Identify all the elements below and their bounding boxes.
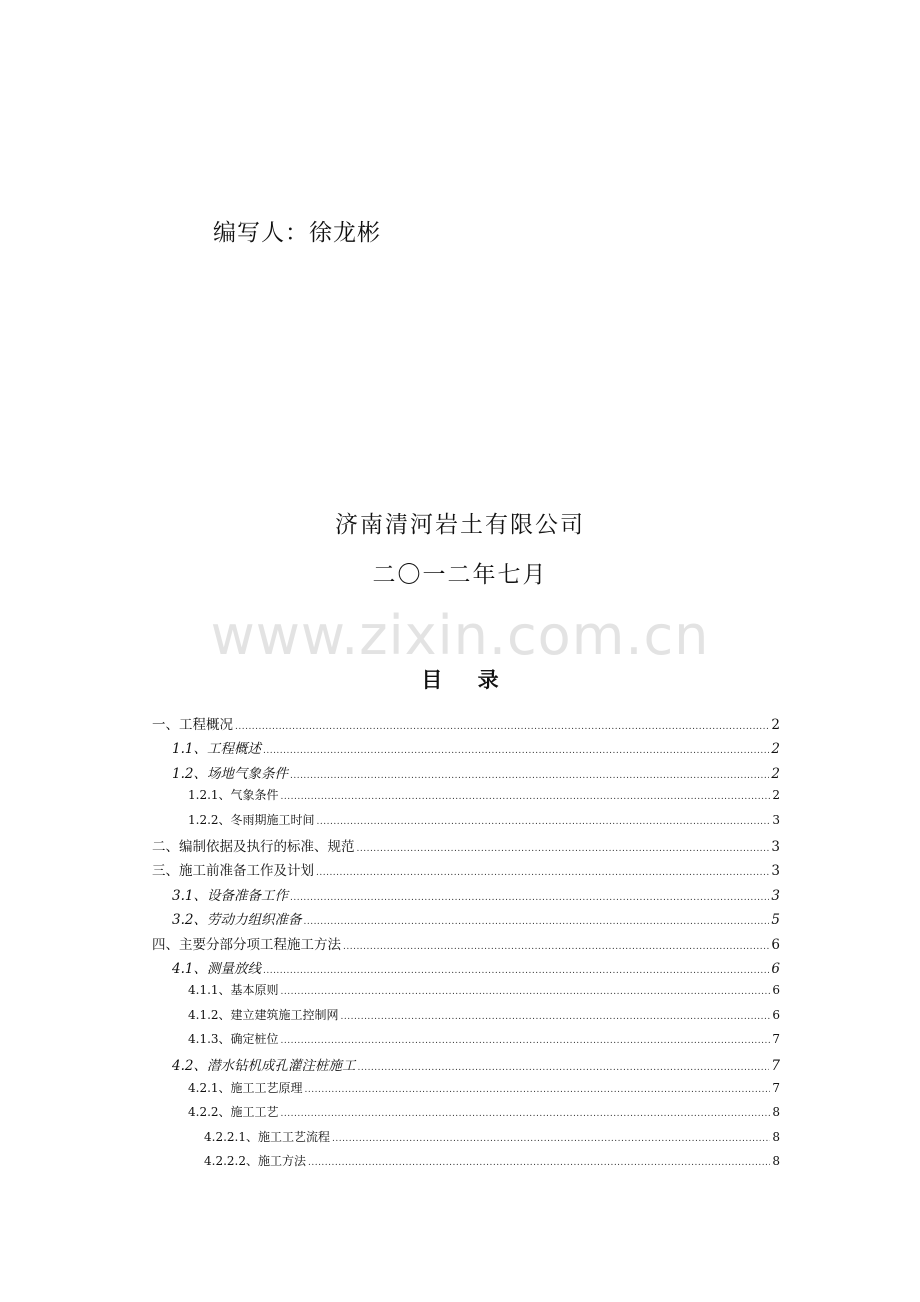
toc-entry-page: 2 (772, 788, 780, 803)
toc-entry-text: 4.1.2、建立建筑施工控制网 (188, 1007, 339, 1022)
toc-entry-page: 3 (771, 887, 780, 904)
toc-entry[interactable] (152, 1030, 780, 1054)
toc-entry-page: 3 (771, 838, 780, 855)
toc-entry-page: 8 (772, 1129, 780, 1144)
toc-entry-text: 1.2.2、冬雨期施工时间 (188, 812, 315, 827)
toc-entry-text: 4.1.3、确定桩位 (188, 1032, 279, 1047)
toc-entry-text: 4.2.1、施工工艺原理 (188, 1080, 303, 1095)
toc-leader (357, 1063, 769, 1073)
toc-entry-text: 1.1、工程概述 (172, 741, 261, 758)
toc-entry[interactable] (152, 884, 780, 908)
toc-entry-text: 4.2、潜水钻机成孔灌注桩施工 (172, 1058, 356, 1075)
toc-entry[interactable] (152, 1006, 780, 1030)
toc-entry[interactable] (152, 811, 780, 835)
toc-entry-text: 一、工程概况 (152, 717, 233, 733)
toc-entry-page: 5 (771, 912, 780, 929)
toc-leader (343, 942, 769, 952)
toc-leader (263, 966, 769, 976)
toc-leader (303, 917, 769, 927)
toc-entry-page: 6 (772, 983, 780, 998)
toc-entry-page: 3 (772, 812, 780, 827)
toc-leader (357, 844, 770, 854)
toc-entry-page: 6 (772, 1007, 780, 1022)
toc-entry-text: 4.2.2.2、施工方法 (204, 1154, 306, 1169)
toc-entry-page: 6 (771, 936, 780, 953)
toc-entry-page: 7 (771, 1058, 780, 1075)
toc-entry-page: 3 (771, 863, 780, 880)
toc-entry-page: 2 (771, 741, 780, 758)
toc-entry[interactable] (152, 908, 780, 932)
company-name: 济南清河岩土有限公司 (335, 512, 585, 538)
author-line: 编写人：徐龙彬 (213, 220, 381, 246)
toc-leader (317, 817, 771, 827)
toc-entry-page: 7 (772, 1080, 780, 1095)
toc-entry[interactable] (152, 859, 780, 883)
toc-entry-text: 3.1、设备准备工作 (172, 887, 288, 904)
toc-leader (281, 792, 771, 802)
toc-entry-page: 6 (771, 960, 780, 977)
toc-entry-text: 二、编制依据及执行的标准、规范 (152, 838, 355, 855)
toc-entry[interactable] (152, 835, 780, 859)
toc-entry[interactable] (152, 957, 780, 981)
toc-entry-text: 4.2.2.1、施工工艺流程 (204, 1129, 330, 1144)
toc-entry-page: 8 (772, 1154, 780, 1169)
toc-entry-page: 2 (771, 717, 780, 733)
toc-entry-text: 1.2、场地气象条件 (172, 765, 288, 782)
toc-entry[interactable] (152, 1054, 780, 1078)
toc-entry[interactable] (152, 933, 780, 957)
toc-entry-text: 四、主要分部分项工程施工方法 (152, 936, 341, 953)
toc-entry[interactable] (152, 1079, 780, 1103)
toc-entry-text: 4.1.1、基本原则 (188, 983, 279, 998)
toc-leader (332, 1134, 770, 1144)
toc-entry-text: 1.2.1、气象条件 (188, 788, 279, 803)
toc-entry[interactable] (152, 737, 780, 761)
toc-entry-text: 三、施工前准备工作及计划 (152, 863, 314, 880)
toc-leader (281, 1036, 771, 1046)
toc-entry[interactable] (152, 981, 780, 1005)
toc-entry[interactable] (152, 1103, 780, 1127)
toc-leader (235, 722, 769, 732)
toc-entry[interactable] (152, 786, 780, 810)
toc-entry[interactable] (152, 1152, 780, 1176)
toc-entry-page: 7 (772, 1032, 780, 1047)
toc-leader (316, 868, 769, 878)
table-of-contents (152, 713, 780, 1176)
toc-leader (263, 746, 769, 756)
toc-entry-page: 8 (772, 1105, 780, 1120)
toc-leader (290, 771, 769, 781)
toc-leader (305, 1085, 771, 1095)
toc-leader (290, 893, 769, 903)
toc-entry-text: 3.2、劳动力组织准备 (172, 912, 302, 929)
toc-entry-page: 2 (771, 765, 780, 782)
document-date: 二〇一二年七月 (372, 562, 548, 588)
toc-leader (341, 1012, 771, 1022)
toc-title: 目 录 (421, 668, 499, 692)
toc-entry-text: 4.2.2、施工工艺 (188, 1105, 279, 1120)
toc-entry-text: 4.1、测量放线 (172, 960, 261, 977)
toc-entry[interactable] (152, 1128, 780, 1152)
toc-leader (281, 1109, 771, 1119)
toc-leader (308, 1158, 770, 1168)
toc-entry[interactable] (152, 713, 780, 737)
toc-leader (281, 987, 771, 997)
toc-entry[interactable] (152, 762, 780, 786)
watermark: www.zixin.com.cn (210, 604, 710, 667)
